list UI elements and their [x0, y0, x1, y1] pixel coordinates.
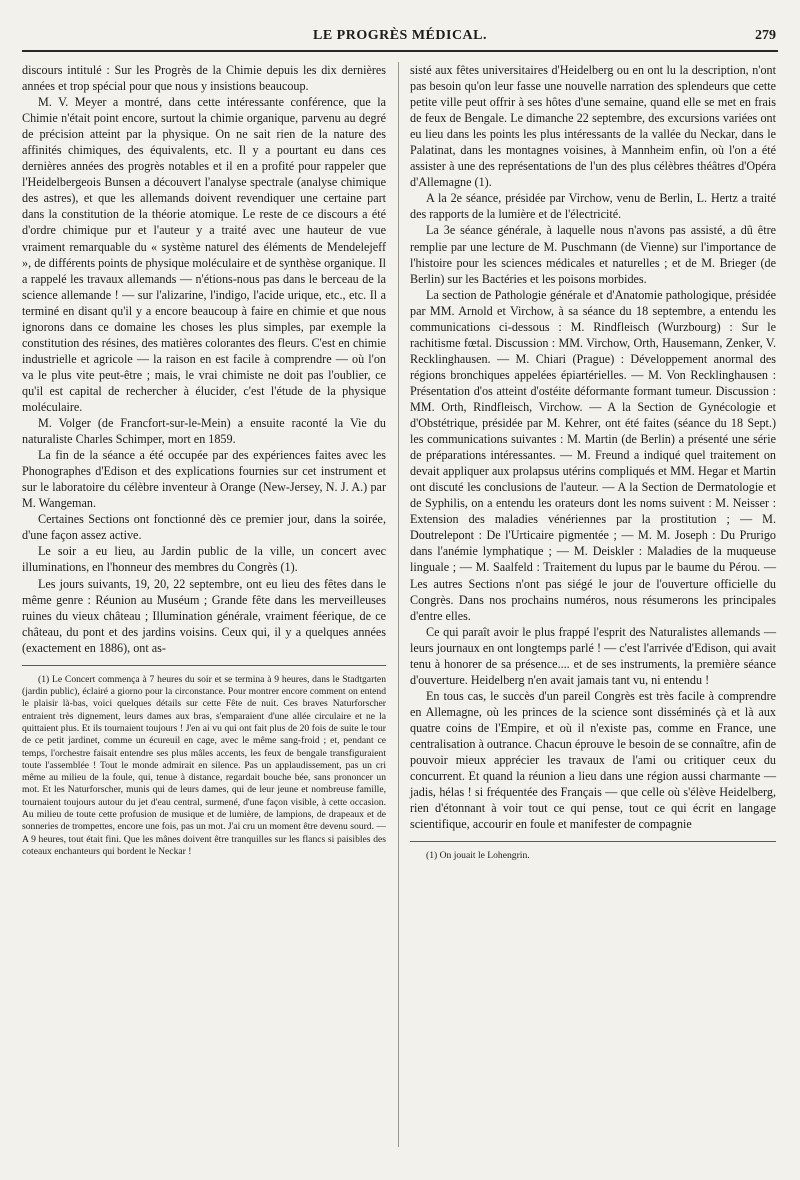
paragraph: M. V. Meyer a montré, dans cette intéressante conférence, que la Chimie n'était point encore, surtout la chimie organique, parvenu au degré de précision atteint par la physique. On ne sait rien de la nature des affinités chimiques, des équivalents, etc. Il y a pourtant eu dans ces dernières années des progrès notables et il en a profité pour rappeler que l'Heidelbergeois Bunsen a découvert l'analyse spectrale (analyse chimique des astres), et que les allemands doivent revendiquer une certaine part dans la constitution de la théorie atomique. Le reste de ce discours a été d'ordre chimique pur et l'auteur y a traité avec une hauteur de vue vraiment remarquable du « système naturel des éléments de Mendelejeff », de différents points de physique moléculaire et de synthèse organique. Il a rappelé les travaux allemands — n'étions-nous pas dans le berceau de la science allemande ! — sur l'alizarine, l'indigo, l'acide urique, etc., etc. Il a terminé en disant qu'il y a encore beaucoup à faire en chimie et que nous ignorons dans ce domaine les choses les plus simples, par exemple la constitution des résines, des matières colorantes des fleurs. C'est en chimie industrielle et agricole — la raison en est facile à comprendre — où l'on va le plus vite peut-être ; mais, le vrai chimiste ne doit pas l'oublier, ce qu'il est capital de rechercher à élucider, c'est l'étude de la physique moléculaire. — [22, 95, 386, 414]
footnote-rule — [410, 841, 776, 842]
paragraph: sisté aux fêtes universitaires d'Heidelberg ou en ont lu la description, n'ont pas besoin qu'on leur fasse une nouvelle narration des splendeurs que cette petite ville peut offrir à ses hôtes d'une semaine, quand elle se met en frais de feux de Bengale. Le dimanche 22 septembre, des excursions variées ont eu lieu dans les points les plus intéressants de la vallée du Neckar, dans le Palatinat, dans les montagnes voisines, à Mannheim enfin, où l'on a été assister à une des représentations de l'un des plus célèbres théâtres d'Opéra d'Allemagne (1). — [410, 63, 776, 190]
paragraph: En tous cas, le succès d'un pareil Congrès est très facile à comprendre en Allemagne, où les princes de la science sont disséminés çà et là aux quatre coins de l'Empire, et où il n'existe pas, comme en France, une centralisation à outrance. Chacun éprouve le besoin de se connaître, afin de pouvoir mieux apprécier les travaux de l'ami ou critiquer ceux du concurrent. Et quand la réunion a lieu dans une région aussi charmante — jadis, hélas ! si fréquentée des Français — que celle où s'élève Heidelberg, rien d'étonnant à voir tout ce qui pense, tout ce qui écrit en langage scientifique, accourir en foule et manifester de compagnie — [410, 688, 776, 832]
paragraph: Certaines Sections ont fonctionné dès ce premier jour, dans la soirée, d'une façon assez active. — [22, 512, 386, 543]
paragraph: Ce qui paraît avoir le plus frappé l'esprit des Naturalistes allemands — leurs journaux en ont longtemps parlé ! — c'est l'arrivée d'Edison, qui avait tenu à honorer de sa présence.... et de ses instruments, la première séance d'ouverture. Heidelberg n'en avait jamais tant vu, ni entendu ! — [410, 624, 776, 687]
footnote — [410, 850, 776, 862]
paragraph: Le soir a eu lieu, au Jardin public de la ville, un concert avec illuminations, en l'honneur des membres du Congrès (1). — [22, 544, 386, 575]
right-column — [410, 62, 776, 863]
left-column — [22, 62, 386, 858]
paragraph: La fin de la séance a été occupée par des expériences faites avec les Phonographes d'Edison et des explications fournies sur cet instrument et sur le laboratoire du célèbre inventeur à Orange (New-Jersey, N. J. A.) par M. Wangeman. — [22, 448, 386, 511]
header-rule — [22, 50, 778, 52]
journal-title: LE PROGRÈS MÉDICAL. — [312, 28, 488, 43]
page-number: 279 — [755, 28, 776, 43]
paragraph: La 3e séance générale, à laquelle nous n'avons pas assisté, a dû être remplie par une lecture de M. Puschmann (de Vienne) sur l'importance de l'histoire pour les sciences médicales et naturelles ; et de M. Brieger (de Berlin) sur les Bactéries et les poisons morbides. — [410, 223, 776, 286]
paragraph: M. Volger (de Francfort-sur-le-Mein) a ensuite raconté la Vie du naturaliste Charles Schimper, mort en 1859. — [22, 416, 386, 447]
paragraph: La section de Pathologie générale et d'Anatomie pathologique, présidée par MM. Arnold et Virchow, à sa séance du 18 septembre, a entendu les communications ci-dessous : M. Rindfleisch (Wurzbourg) : Sur le rachitisme fœtal. Discussion : MM. Virchow, Orth, Hausemann, Zenker, V. Recklinghausen. — M. Chiari (Prague) : Développement anormal des régions bronchiques appelées épiartérielles. — M. Von Recklinghausen : Présentation d'os atteint d'ostéite déformante formant tumeur. Discussion : MM. Orth, Rindfleisch, Virchow. — A la Section de Gynécologie et d'Obstétrique, présidée par M. Kehrer, ont été faites (séance du 18 Sept.) les communications suivantes : M. Martin (de Berlin) a présenté une série de préparations intéressantes. — M. Freund a indiqué quel traitement on devait appliquer aux prolapsus utérins compliqués et MM. Hegar et Martin ont discuté les conclusions de l'auteur. — A la Section de Dermatologie et de Syphilis, on a entendu les orateurs dont les noms suivent : M. Neisser : Extension des maladies vénériennes par la prostitution ; — M. Doutrelepont : De l'Urticaire pigmentée ; — M. M. Joseph : Du Prurigo dans l'anémie lymphatique ; — M. Deiskler : Maladies de la muqueuse linguale ; — M. Saalfeld : Traitement du lupus par le baume du Pérou. — Les autres Sections n'ont pas siégé le jour de l'ouverture officielle du Congrès. Dans nos prochains numéros, nous résumerons les principales d'entre elles. — [410, 287, 776, 623]
paragraph: discours intitulé : Sur les Progrès de la Chimie depuis les dix dernières années et trop spécial pour que nous y insistions beaucoup. — [22, 63, 386, 94]
footnote-text: (1) Le Concert commença à 7 heures du soir et se termina à 9 heures, dans le Stadtgarten (jardin public), éclairé a giorno pour la circonstance. Pour montrer encore comment on entend le plaisir là-bas, voici quelques détails sur cette Fête de nuit. Ces braves Naturforscher entraient très dignement, leurs dames aux bras, s'emparaient d'une allée circulaire et ne la quittaient plus. Et ils tournaient toujours ! J'en ai vu qui ont fait plus de 20 fois de suite le tour de ce petit jardinet, comme un écureuil en cage, avec le même sang-froid ; et, pendant ce temps, l'orchestre faisait entendre ses plus mâles accents, les feux de bengale transfiguraient toute l'assemblée ! Tout le monde admirait en silence. Pas un applaudissement, pas un cri même au milieu de la foule, qui, tenue à distance, regardait bouche bée, sans prononcer un mot. Et les Naturforscher, munis qui de leurs dames, qui de leur jeune et nombreuse famille, tournaient toujours autour du jet d'eau central, surmené, d'une façon visible, à cette occasion. Au milieu de toute cette profusion de musique et de lumière, de lampions, de drapeaux et de sonneries de trompettes, encore une fois, pas un mot. J'ai cru un moment être devenu sourd. — A 9 heures, tout était fini. Que les mânes doivent être tranquilles sur les flancs si paisibles des coteaux enchanteurs qui bordent le Neckar ! — [22, 673, 386, 857]
column-divider — [398, 62, 399, 1147]
paragraph: Les jours suivants, 19, 20, 22 septembre, ont eu lieu des fêtes dans le même genre : Réunion au Muséum ; Grande fête dans les merveilleuses ruines du vieux château ; Illumination générale, vraiment féerique, de ce château, du pont et des jardins voisins. Ceux qui, il y a quelques années (exactement en 1886), ont as- — [22, 576, 386, 655]
footnote-rule — [22, 665, 386, 666]
paragraph: A la 2e séance, présidée par Virchow, venu de Berlin, L. Hertz a traité des rapports de la lumière et de l'électricité. — [410, 191, 776, 222]
page-header — [24, 28, 776, 48]
footnote-text: (1) On jouait le Lohengrin. — [426, 850, 530, 862]
footnote — [22, 674, 386, 858]
